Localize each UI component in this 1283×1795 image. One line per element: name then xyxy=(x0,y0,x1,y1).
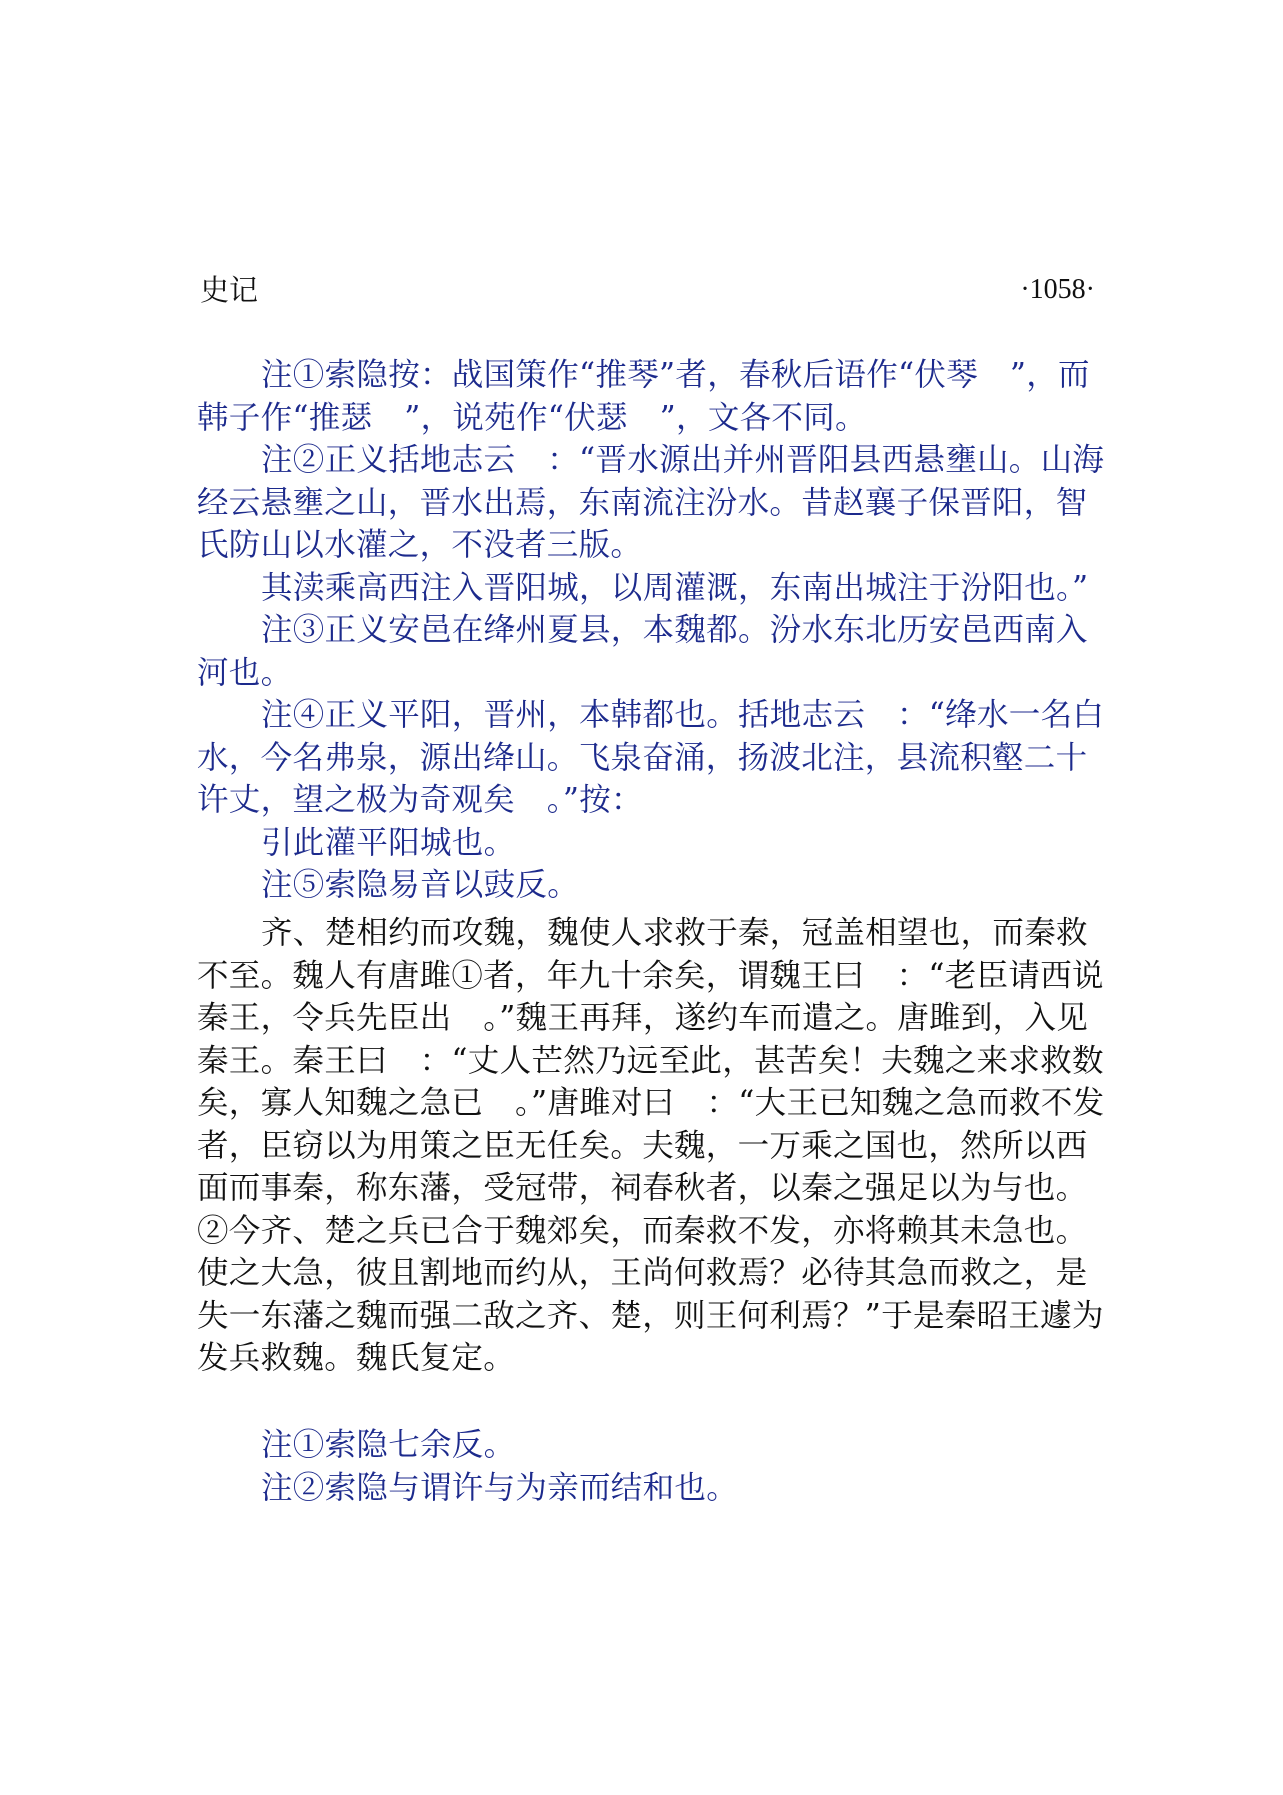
note-paragraph: 其渎乘高西注入晋阳城，以周灌溉，东南出城注于汾阳也。” xyxy=(261,569,1089,606)
note-paragraph: 注①索隐七余反。 xyxy=(261,1427,516,1463)
main-paragraph: 齐、楚相约而攻魏，魏使人求救于秦，冠盖相望也，而秦救不至。魏人有唐雎①者，年九十余矣，谓魏王曰 ：“老臣请西说秦王，令兵先臣出 。”魏王再拜，遂约车而遣之。唐雎到，入见秦王。秦王曰 ：“丈人芒然乃远至此，甚苦矣！夫魏之来求救数矣，寡人知魏之急已 。”唐雎对曰 ：“大王已知魏之急而救不发者，臣窃以为用策之臣无任矣。夫魏，一万乘之国也，然所以西面而事秦，称东藩，受冠带，祠春秋者，以秦之强足以为与也。②今齐、楚之兵已合于魏郊矣，而秦救不发，亦将赖其未急也。使之大急，彼且割地而约从，王尚何救焉？必待其急而救之，是失一东藩之魏而强二敌之齐、楚，则王何利焉？”于是秦昭王遽为发兵救魏。魏氏复定。 xyxy=(197,915,1105,1376)
note-paragraph: 注②索隐与谓许与为亲而结和也。 xyxy=(261,1469,739,1506)
note-paragraph: 注⑤索隐易音以豉反。 xyxy=(261,867,580,903)
note-paragraph: 注②正义括地志云 ：“晋水源出并州晋阳县西悬壅山。山海经云悬壅之山，晋水出焉，东南流注汾水。昔赵襄子保晋阳，智氏防山以水灌之，不没者三版。 xyxy=(197,442,1105,563)
note-paragraph: 注④正义平阳，晋州，本韩都也。括地志云 ：“绛水一名白水，今名弗泉，源出绛山。飞泉奋涌，扬波北注，县流积壑二十许丈，望之极为奇观矣 。”按： xyxy=(197,697,1105,818)
notes-section-1 xyxy=(197,354,1117,907)
note-paragraph: 注①索隐按：战国策作“推琴”者，春秋后语作“伏琴 ”，而韩子作“推瑟 ”，说苑作“伏瑟 ”，文各不同。 xyxy=(197,357,1090,436)
main-text-section xyxy=(197,912,1117,1380)
notes-section-2 xyxy=(197,1424,1117,1509)
book-title: 史记 xyxy=(200,273,259,307)
note-paragraph: 注③正义安邑在绛州夏县，本魏都。汾水东北历安邑西南入河也。 xyxy=(197,612,1088,691)
note-paragraph: 引此灌平阳城也。 xyxy=(261,824,516,861)
page-number: ·1058· xyxy=(1020,274,1095,305)
